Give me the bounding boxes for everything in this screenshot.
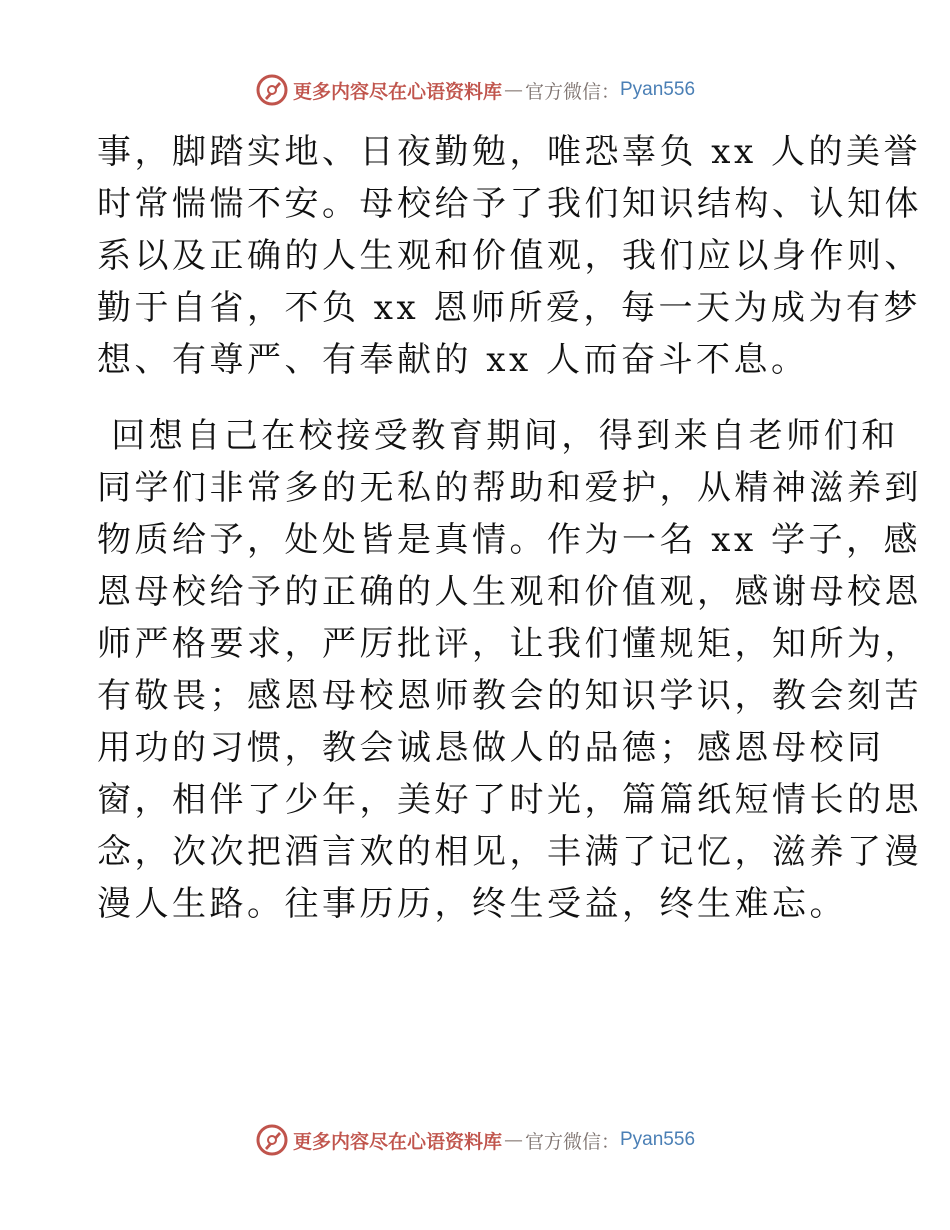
footer-wechat-label: 官方微信： [524,1130,620,1153]
text-line: 勤于自省，不负 xx 恩师所爱，每一天为成为有梦 [97,288,921,328]
footer-banner [0,1120,950,1160]
header-dash: — [503,79,523,101]
document-body [97,126,922,930]
text-line: 念，次次把酒言欢的相见，丰满了记忆，滋养了漫 [97,832,922,872]
text-line: 同学们非常多的无私的帮助和爱护，从精神滋养到 [97,468,922,508]
header-site-name: 更多内容尽在心语资料库 [292,80,502,103]
text-line: 师严格要求，严厉批评，让我们懂规矩，知所为， [97,624,922,664]
paragraph-2 [97,410,922,930]
text-line: 有敬畏；感恩母校恩师教会的知识学识，教会刻苦 [97,676,922,716]
quill-logo-icon [255,1123,289,1157]
text-line: 窗，相伴了少年，美好了时光，篇篇纸短情长的思 [97,780,922,820]
text-line: 漫人生路。往事历历，终生受益，终生难忘。 [97,884,847,924]
text-line: 事，脚踏实地、日夜勤勉，唯恐辜负 xx 人的美誉 [97,132,921,172]
text-line: 用功的习惯，教会诚恳做人的品德；感恩母校同 [97,728,885,768]
text-line: 回想自己在校接受教育期间，得到来自老师们和 [97,416,899,456]
quill-logo-icon [255,73,289,107]
header-wechat-id: Pyan556 [620,79,696,100]
text-line: 系以及正确的人生观和价值观，我们应以身作则、 [97,236,922,276]
footer-dash: — [503,1129,523,1151]
footer-wechat-id: Pyan556 [620,1129,696,1150]
text-line: 想、有尊严、有奉献的 xx 人而奋斗不息。 [97,340,809,380]
text-line: 物质给予，处处皆是真情。作为一名 xx 学子，感 [97,520,921,560]
header-banner [0,70,950,110]
footer-site-name: 更多内容尽在心语资料库 [292,1130,502,1153]
paragraph-1 [97,126,922,386]
text-line: 时常惴惴不安。母校给予了我们知识结构、认知体 [97,184,922,224]
header-wechat-label: 官方微信： [524,80,620,103]
text-line: 恩母校给予的正确的人生观和价值观，感谢母校恩 [97,572,922,612]
